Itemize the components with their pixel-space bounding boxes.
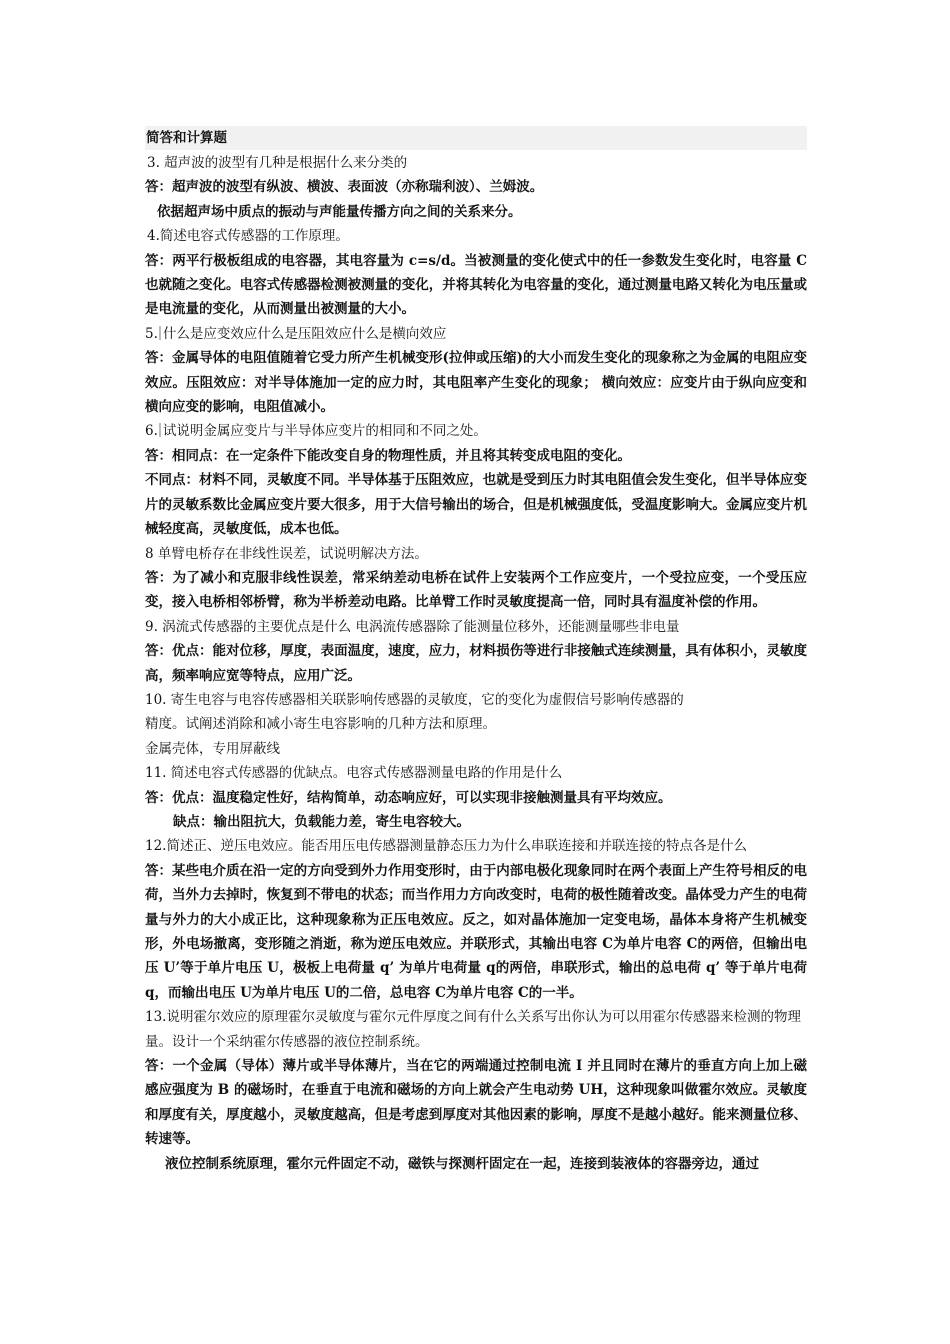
- question-line: [145, 322, 807, 346]
- answer-paragraph: 答：为了减小和克服非线性误差，常采纳差动电桥在试件上安装两个工作应变片，一个受拉应变，一个受压应变，接入电桥相邻桥臂，称为半桥差动电路。比单臂工作时灵敏度提高一倍，同时具有温度补偿的作用。: [145, 569, 807, 611]
- text-cursor-mark: [159, 326, 161, 340]
- question-line: 11. 简述电容式传感器的优缺点。电容式传感器测量电路的作用是什么: [145, 765, 563, 782]
- question-line: 8 单臂电桥存在非线性误差，试说明解决方法。: [145, 545, 428, 562]
- answer-paragraph: 液位控制系统原理，霍尔元件固定不动，磁铁与探测杆固定在一起，连接到装液体的容器旁边，通过: [165, 1155, 759, 1172]
- document-page: [145, 126, 807, 1176]
- answer-paragraph: 答：超声波的波型有纵波、横波、表面波（亦称瑞利波）、兰姆波。: [145, 179, 544, 196]
- answer-paragraph: 缺点：输出阻抗大，负载能力差，寄生电容较大。: [173, 813, 470, 830]
- question-text: 试说明金属应变片与半导体应变片的相同和不同之处。: [162, 423, 487, 440]
- answer-paragraph: 答：优点：能对位移，厚度，表面温度，速度，应力，材料损伤等进行非接触式连续测量，具有体积小，灵敏度高，频率响应宽等特点，应用广泛。: [145, 643, 807, 684]
- note-line: 金属壳体，专用屏蔽线: [145, 740, 280, 757]
- document-body: [145, 151, 807, 1176]
- answer-paragraph: 依据超声场中质点的振动与声能量传播方向之间的关系来分。: [157, 203, 522, 220]
- question-text: 什么是应变效应什么是压阻效应什么是横向效应: [162, 325, 447, 342]
- question-line: 4.简述电容式传感器的工作原理。: [147, 228, 349, 245]
- text-cursor-mark: [159, 423, 161, 437]
- answer-paragraph: 答：优点：温度稳定性好，结构简单，动态响应好，可以实现非接触测量具有平均效应。: [145, 789, 672, 806]
- question-line: [145, 419, 807, 443]
- answer-paragraph: 答：相同点：在一定条件下能改变自身的物理性质，并且将其转变成电阻的变化。: [145, 447, 631, 464]
- answer-paragraph: 不同点：材料不同，灵敏度不同。半导体基于压阻效应，也就是受到压力时其电阻值会发生变化，但半导体应变片的灵敏系数比金属应变片要大很多，用于大信号输出的场合，但是机械强度低，受温度影响大。金属应变片机械轻度高，灵敏度低，成本也低。: [145, 472, 807, 538]
- section-heading: 简答和计算题: [145, 126, 807, 150]
- question-line: 9. 涡流式传感器的主要优点是什么 电涡流传感器除了能测量位移外，还能测量哪些非电量: [145, 618, 680, 635]
- question-line: 精度。试阐述消除和减小寄生电容影响的几种方法和原理。: [145, 716, 496, 733]
- answer-paragraph: 答：一个金属（导体）薄片或半导体薄片，当在它的两端通过控制电流 I 并且同时在薄片的垂直方向上加上磁感应强度为 B 的磁场时，在垂直于电流和磁场的方向上就会产生电动势 UH，这种现象叫做霍尔效应。灵敏度和厚度有关，厚度越小，灵敏度越高，但是考虑到厚度对其他因素的影响，厚度不是越小越好。能来测量位移、转速等。: [145, 1058, 807, 1148]
- answer-paragraph: 答：金属导体的电阻值随着它受力所产生机械变形(拉伸或压缩)的大小而发生变化的现象称之为金属的电阻应变效应。压阻效应：对半导体施加一定的应力时，其电阻率产生变化的现象； 横向效应：应变片由于纵向应变和横向应变的影响，电阻值减小。: [145, 350, 807, 416]
- question-line: 13.说明霍尔效应的原理霍尔灵敏度与霍尔元件厚度之间有什么关系写出你认为可以用霍尔传感器来检测的物理量。设计一个采纳霍尔传感器的液位控制系统。: [145, 1009, 801, 1050]
- question-number: 5.: [145, 325, 158, 342]
- question-line: 3. 超声波的波型有几种是根据什么来分类的: [147, 155, 408, 171]
- question-line: 10. 寄生电容与电容传感器相关联影响传感器的灵敏度，它的变化为虚假信号影响传感器的: [145, 691, 684, 708]
- question-number: 6.: [145, 423, 158, 440]
- answer-paragraph: 答：某些电介质在沿一定的方向受到外力作用变形时，由于内部电极化现象同时在两个表面上产生符号相反的电荷，当外力去掉时，恢复到不带电的状态；而当作用力方向改变时，电荷的极性随着改变。晶体受力产生的电荷量与外力的大小成正比，这种现象称为正压电效应。反之，如对晶体施加一定变电场，晶体本身将产生机械变形，外电场撤离，变形随之消逝，称为逆压电效应。并联形式，其输出电容 C为单片电容 C的两倍，但输出电压 U’等于单片电压 U，极板上电荷量 q’ 为单片电荷量 q的两倍，串联形式，输出的总电荷 q’ 等于单片电荷 q，而输出电压 U为单片电压 U的二倍，总电容 C为单片电容 C的一半。: [145, 862, 807, 1001]
- question-line: 12.简述正、逆压电效应。能否用压电传感器测量静态压力为什么串联连接和并联连接的特点各是什么: [145, 838, 747, 855]
- answer-paragraph: 答：两平行极板组成的电容器，其电容量为 c=s/d。当被测量的变化使式中的任一参数发生变化时，电容量 C 也就随之变化。电容式传感器检测被测量的变化，并将其转化为电容量的变化，通过测量电路又转化为电压量或是电流量的变化，从而测量出被测量的大小。: [145, 252, 807, 318]
